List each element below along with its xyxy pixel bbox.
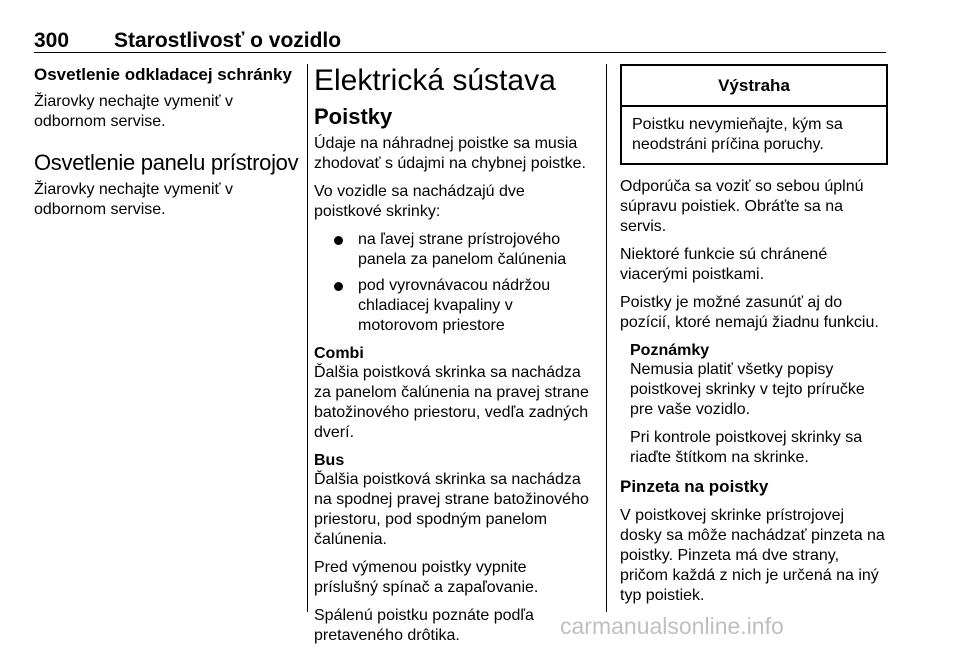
paragraph-fuse-tweezers: V poistkovej skrinke prístrojovej dosky sa môže nachádzať pinzeta na poistky. Pinzeta má dve strany, pričom každá z nich je určená na iný typ poistiek.	[620, 507, 885, 604]
list-item	[314, 230, 594, 270]
list-item	[314, 276, 594, 336]
paragraph-unused-positions: Poistky je možné zasunúť aj do pozícií, ktoré nemajú žiadnu funkciu.	[620, 294, 879, 331]
paragraph-switch-off: Pred výmenou poistky vypnite príslušný spínač a zapaľovanie.	[314, 559, 539, 596]
paragraph-spare-fuses: Odporúča sa voziť so sebou úplnú súpravu poistiek. Obráťte sa na servis.	[620, 178, 864, 235]
column-divider-1	[307, 64, 308, 612]
warning-text: Poistku nevymieňajte, kým sa neodstráni príčina poruchy.	[632, 116, 843, 153]
paragraph-blown-fuse: Spálenú poistku poznáte podľa pretaveného drôtika.	[314, 607, 534, 644]
list-item-text: na ľavej strane prístrojového panela za panelom čalúnenia	[358, 231, 567, 268]
section-title: Elektrická sústava	[314, 64, 556, 97]
list-item-text: pod vyrovnávacou nádržou chladiacej kvapaliny v motorovom priestore	[358, 277, 551, 334]
header-rule	[34, 52, 886, 53]
column-middle	[314, 64, 594, 654]
column-divider-2	[606, 64, 607, 612]
fuse-box-list	[314, 230, 594, 336]
column-right	[620, 64, 888, 614]
paragraph-bus: Ďalšia poistková skrinka sa nachádza na spodnej pravej strane batožinového priestoru, pod spodným panelom čalúnenia.	[314, 471, 589, 548]
heading-glovebox-light: Osvetlenie odkladacej schránky	[34, 65, 292, 84]
warning-box	[620, 64, 888, 165]
note-paragraph-2: Pri kontrole poistkovej skrinky sa riaďte štítkom na skrinke.	[630, 429, 863, 466]
bullet-icon	[334, 236, 343, 245]
bullet-icon	[334, 282, 343, 291]
paragraph-combi: Ďalšia poistková skrinka sa nachádza za panelom čalúnenia na pravej strane batožinového priestoru, vedľa zadných dverí.	[314, 364, 589, 441]
page-number: 300	[34, 29, 70, 52]
heading-fuses: Poistky	[314, 104, 393, 129]
heading-panel-light: Osvetlenie panelu prístrojov	[34, 150, 299, 175]
paragraph-multiple-fuses: Niektoré funkcie sú chránené viacerými poistkami.	[620, 246, 828, 283]
subheading-combi: Combi	[314, 345, 364, 362]
column-left	[34, 64, 302, 228]
paragraph-fuse-boxes: Vo vozidle sa nachádzajú dve poistkové skrinky:	[314, 183, 525, 220]
heading-fuse-tweezers: Pinzeta na poistky	[620, 477, 769, 496]
note-block	[620, 341, 888, 468]
note-paragraph-1: Nemusia platiť všetky popisy poistkovej skrinky v tejto príručke pre vaše vozidlo.	[630, 361, 865, 418]
chapter-title: Starostlivosť o vozidlo	[114, 29, 342, 52]
paragraph-panel-light: Žiarovky nechajte vymeniť v odbornom servise.	[34, 181, 233, 218]
paragraph-glovebox-light: Žiarovky nechajte vymeniť v odbornom servise.	[34, 93, 233, 130]
watermark: carmanualsonline.info	[560, 613, 784, 639]
note-label: Poznámky	[630, 342, 710, 359]
subheading-bus: Bus	[314, 452, 345, 469]
paragraph-replacement-fuse: Údaje na náhradnej poistke sa musia zhodovať s údajmi na chybnej poistke.	[314, 135, 586, 172]
warning-title: Výstraha	[622, 66, 886, 107]
page-header	[34, 29, 886, 53]
